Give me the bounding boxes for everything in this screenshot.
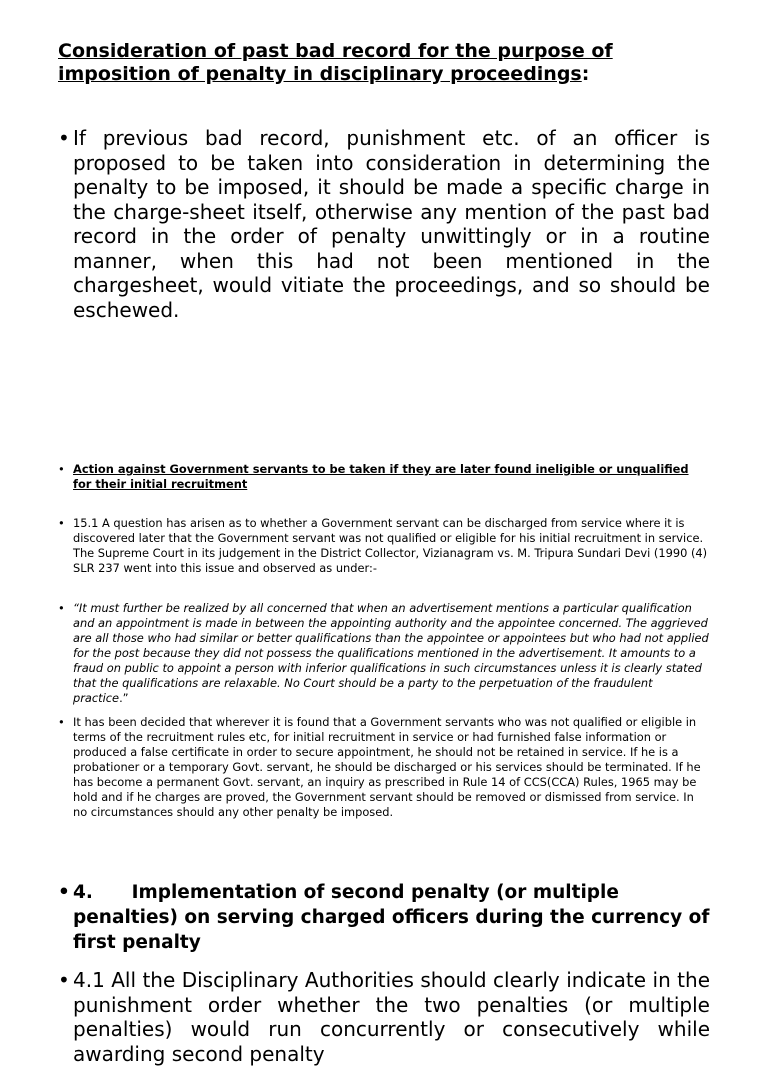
quote-open-mark: “	[73, 601, 79, 615]
bullet-dot: •	[58, 516, 65, 530]
section-4-number: 4.	[73, 882, 93, 903]
bullet-4-1	[58, 968, 710, 1066]
page-title-colon: :	[581, 63, 590, 85]
bullet-decided	[58, 715, 710, 820]
bullet-dot: •	[58, 126, 70, 150]
sub-heading-ineligible-recruitment: Action against Government servants to be taken if they are later found ineligible or unqualified for their initial recruitment	[73, 462, 689, 491]
bullet-past-bad-record	[58, 126, 710, 322]
paragraph-decided: It has been decided that wherever it is found that a Government servants who was not qualified or eligible in terms of the recruitment rules etc, for initial recruitment in service or had furnished false information or produced a false certificate in order to secure appointment, he should not be retained in service. If he is a probationer or a temporary Govt. servant, he should be discharged or his services should be terminated. If he has become a permanent Govt. servant, an inquiry as prescribed in Rule 14 of CCS(CCA) Rules, 1965 may be hold and if he charges are proved, the Government servant should be removed or dismissed from service. In no circumstances should any other penalty be imposed.	[73, 715, 701, 819]
paragraph-past-bad-record: If previous bad record, punishment etc. of an officer is proposed to be taken into consideration in determining the penalty to be imposed, it should be made a specific charge in the charge-sheet itself, otherwise any mention of the past bad record in the order of penalty unwittingly or in a routine manner, when this had not been mentioned in the chargesheet, would vitiate the proceedings, and so should be eschewed.	[73, 126, 710, 322]
bullet-dot: •	[58, 715, 65, 729]
bullet-quote	[58, 601, 710, 706]
paragraph-15-1: 15.1 A question has arisen as to whether a Government servant can be discharged from service where it is discovered later that the Government servant was not qualified or eligible for his initial recruitment in service. The Supreme Court in its judgement in the District Collector, Vizianagram vs. M. Tripura Sundari Devi (1990 (4) SLR 237 went into this issue and observed as under:-	[73, 516, 708, 575]
bullet-section-4	[58, 880, 710, 955]
bullet-sub-heading	[58, 462, 710, 492]
section-4-heading	[73, 880, 710, 955]
quote-body: It must further be realized by all concerned that when an advertisement mentions a particular qualification and an appointment is made in between the appointing authority and the appointee concerned. The aggrieved are all those who had similar or better qualifications than the appointee or appointees but who had not applied for the post because they did not possess the qualifications mentioned in the advertisement. It amounts to a fraud on public to appoint a person with inferior qualifications in such circumstances unless it is clearly stated that the qualifications are relaxable. No Court should be a party to the perpetuation of the fraudulent practice	[73, 601, 709, 705]
page-title	[58, 40, 698, 86]
bullet-dot: •	[58, 882, 70, 903]
bullet-15-1	[58, 516, 710, 576]
page-title-text: Consideration of past bad record for the purpose of imposition of penalty in disciplinary proceedings	[58, 40, 613, 85]
paragraph-4-1: 4.1 All the Disciplinary Authorities should clearly indicate in the punishment order whether the two penalties (or multiple penalties) would run concurrently or consecutively while awarding second penalty	[73, 968, 710, 1066]
section-4-title: Implementation of second penalty (or multiple penalties) on serving charged officers during the currency of first penalty	[73, 882, 710, 953]
bullet-dot: •	[58, 968, 70, 992]
supreme-court-quote	[73, 601, 710, 706]
bullet-dot: •	[58, 601, 65, 615]
bullet-dot: •	[58, 462, 65, 476]
quote-close-mark: .”	[119, 691, 129, 705]
